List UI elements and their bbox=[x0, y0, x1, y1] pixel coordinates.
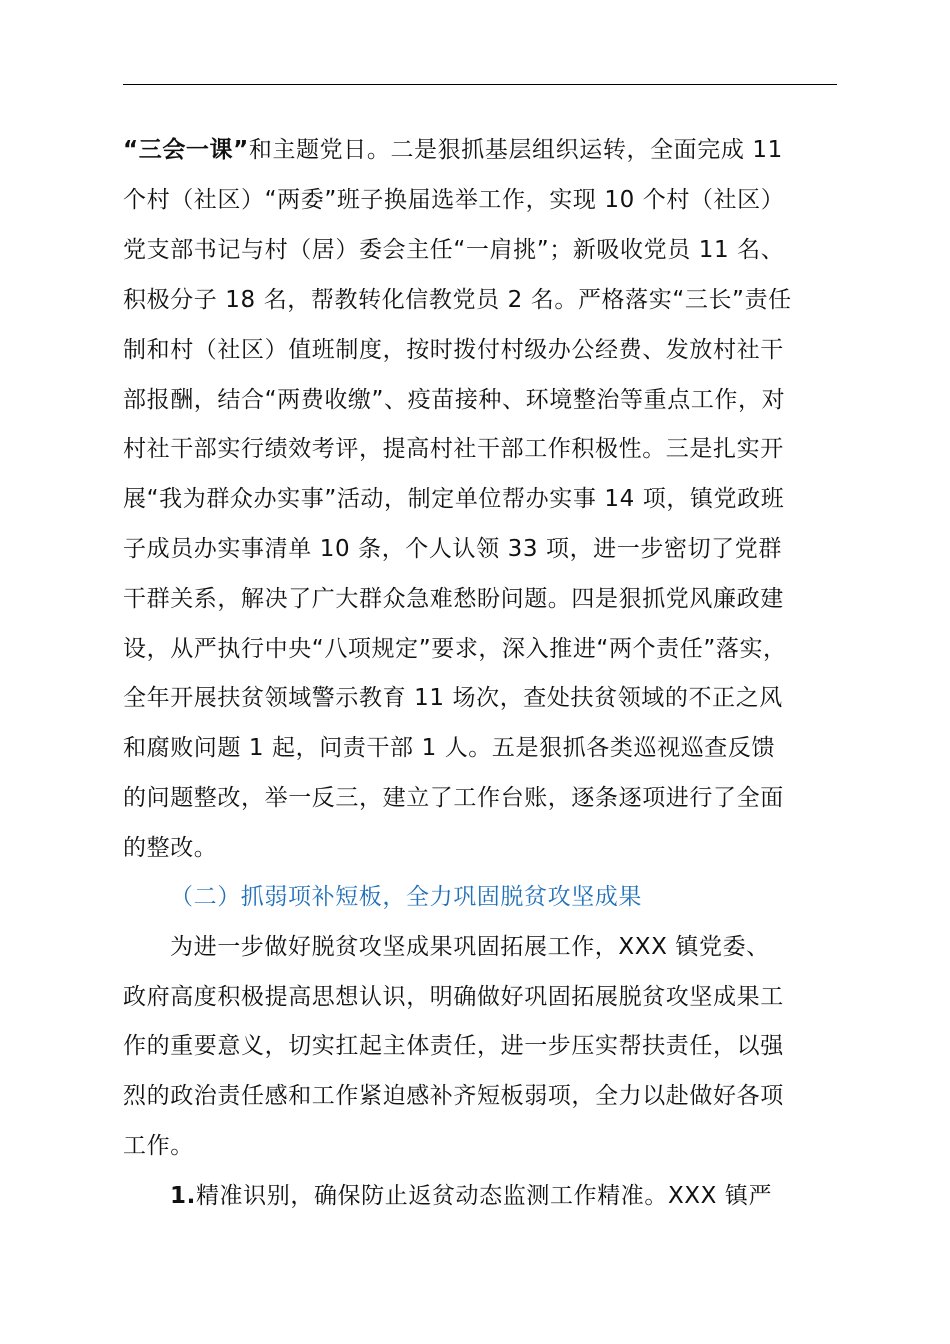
body-line: 部报酬，结合“两费收缴”、疫苗接种、环境整治等重点工作，对 bbox=[123, 387, 786, 413]
body-line: 全年开展扶贫领域警示教育 11 场次，查处扶贫领域的不正之风 bbox=[123, 685, 783, 711]
body-line: 党支部书记与村（居）委会主任“一肩挑”；新吸收党员 11 名、 bbox=[123, 237, 785, 263]
body-line: 的问题整改，举一反三，建立了工作台账，逐条逐项进行了全面 bbox=[123, 785, 784, 811]
bold-term: “三会一课” bbox=[123, 137, 249, 163]
body-line: 烈的政治责任感和工作紧迫感补齐短板弱项，全力以赴做好各项 bbox=[123, 1083, 784, 1109]
body-line: 子成员办实事清单 10 条，个人认领 33 项，进一步密切了党群 bbox=[123, 536, 782, 562]
body-line: 和腐败问题 1 起，问责干部 1 人。五是狠抓各类巡视巡查反馈 bbox=[123, 735, 776, 761]
body-line: 作的重要意义，切实扛起主体责任，进一步压实帮扶责任，以强 bbox=[123, 1033, 784, 1059]
body-line: 积极分子 18 名，帮教转化信教党员 2 名。严格落实“三长”责任 bbox=[123, 287, 792, 313]
list-item-number: 1. bbox=[170, 1183, 196, 1209]
body-line: 的整改。 bbox=[123, 835, 218, 861]
body-line: 展“我为群众办实事”活动，制定单位帮办实事 14 项，镇党政班 bbox=[123, 486, 785, 512]
body-line: 村社干部实行绩效考评，提高村社干部工作积极性。三是扎实开 bbox=[123, 436, 784, 462]
list-item-1 bbox=[170, 1181, 890, 1211]
body-line bbox=[123, 135, 843, 165]
body-line-text: 和主题党日。二是狠抓基层组织运转，全面完成 11 bbox=[248, 137, 783, 163]
list-item-text: 精准识别，确保防止返贫动态监测工作精准。XXX 镇严 bbox=[195, 1183, 773, 1209]
body-line: 制和村（社区）值班制度，按时拨付村级办公经费、发放村社干 bbox=[123, 337, 784, 363]
body-line: 设，从严执行中央“八项规定”要求，深入推进“两个责任”落实， bbox=[123, 636, 787, 662]
section-heading: （二）抓弱项补短板，全力巩固脱贫攻坚成果 bbox=[170, 884, 642, 910]
body-line: 个村（社区）“两委”班子换届选举工作，实现 10 个村（社区） bbox=[123, 187, 785, 213]
body-line: 干群关系，解决了广大群众急难愁盼问题。四是狠抓党风廉政建 bbox=[123, 586, 784, 612]
header-rule bbox=[123, 84, 837, 85]
body-line: 为进一步做好脱贫攻坚成果巩固拓展工作，XXX 镇党委、 bbox=[170, 934, 770, 960]
body-line: 政府高度积极提高思想认识，明确做好巩固拓展脱贫攻坚成果工 bbox=[123, 984, 784, 1010]
body-line: 工作。 bbox=[123, 1133, 194, 1159]
